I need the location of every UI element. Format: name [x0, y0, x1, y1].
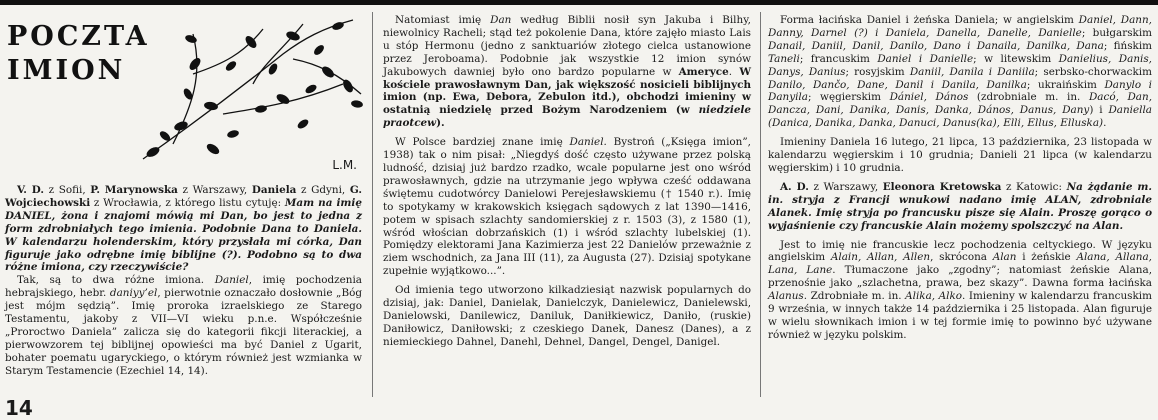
text-run: . [728, 65, 740, 78]
text-run: Daniela [251, 184, 297, 196]
paragraph [768, 136, 1152, 175]
text-run: Dacó, Dan, Dancza, Dani, Danika, Danis, Danka, Dános, Danus, Dany [768, 91, 1152, 117]
text-run: . [1103, 117, 1107, 130]
text-run: Danylo i Danyila [768, 78, 1153, 104]
text-run: Dan [490, 14, 512, 26]
text-run: W Polsce bardziej znane imię [395, 136, 570, 149]
column-divider-2 [760, 12, 761, 397]
masthead [5, 14, 365, 182]
text-run: . Bystroń („Księga imion”, 1938) tak o nim pisał: „Niegdyś dość często używane przez polską ludność, dzisiaj już bardzo rzadko, wcale popularne jest ono wśród prawosławnych, gdzie na utrzymanie jego wpływa cześć oddawana świętemu cudotwórcy Danielowi Perejesławskiemu († 1540 r.). Imię to spotykamy w krakowskich księgach sądowych z lat 1390—1416, potem w spisach szlachty sandomierskiej z r. 1503 (3), z 1580 (1), wśród włościan dobrzańskich (1) i wśród szlachty lubelskiej (1). Pomiędzy elektorami Jana Kazimierza jest 22 Danielów przeważnie z ziem wschodnich, za Jana III (11), za Augusta (27). Dzisiaj spotykane zupełnie wyjątkowo...”. [383, 136, 751, 278]
text-run: ; bułgarskim [1081, 26, 1152, 39]
text-run: ; węgierskim [807, 91, 890, 104]
column-title [7, 20, 150, 88]
text-run: ; francuskim [799, 52, 878, 65]
text-run: Danielius, Danis, Danys, Danius [768, 52, 1152, 78]
text-run: z Gdyni, [296, 184, 350, 196]
text-run: daniyy’el [109, 287, 158, 300]
text-run: , imię pochodzenia hebrajskiego, hebr. [5, 274, 363, 300]
text-run: Od imienia tego utworzono kilkadziesiąt nazwisk popularnych do dzisiaj, jak: Daniel, Danielak, Danielczyk, Danielewicz, Danielewski, Danielowski, Danilewicz, Daniluk, Daniłkiewicz, Daniło, (ruskie) Daniłowicz, Daniłowski; z czeskiego Danek, Danesz (Danes), a z niemieckiego Dahnel, Danehl, Dehnel, Dangel, Dengel, Danigel. [383, 284, 751, 348]
text-run: Daniella (Danica, Danika, Danka, Danuci, Danus(ka), Elli, Ellus, Elluska) [768, 104, 1152, 130]
text-run: ) i [1089, 104, 1109, 117]
text-run: . Imieniny w kalendarzu francuskim 9 września, w innych także 14 października i 25 listopada. Alan figuruje w wielu słownikach imion i w tej formie imię to powinno być używane również w języku polskim. [768, 290, 1152, 341]
text-run: , pierwotnie oznaczało dosłownie „Bóg jest mójm sędzią”. Imię proroka izraelskiego ze Starego Testamentu, jakoby z VII—VI wieku p.n.e. Współcześnie „Proroctwo Daniela” zalicza się do kategorii fikcji literackiej, a pierwowzorem tej biblijnej opowieści ma być Daniel z Ugarit, bohater poematu ugaryckiego, o którym również jest wzmianka w Starym Testamencie (Ezechiel 14, 14). [5, 287, 362, 377]
text-run: G. Wojciechowski [5, 184, 362, 209]
text-run: Alanus [768, 290, 804, 303]
text-run: ; w litewskim [973, 52, 1059, 65]
paragraph [768, 14, 1152, 130]
text-run: Eleonora Kretowska [882, 180, 1002, 193]
paragraph [383, 284, 751, 349]
text-run: (zdrobniale m. in. [968, 91, 1089, 104]
text-run: V. D. [17, 184, 45, 196]
page-number: 14 [5, 396, 33, 420]
text-run: Daniel [214, 274, 249, 287]
text-run: Alain, Allan, Allen [830, 251, 931, 264]
text-run: Imieniny Daniela 16 lutego, 21 lipca, 13 października, 23 listopada w kalendarzu węgierskim i 10 grudnia; Danieli 21 lipca (w kalendarzu węgierskim) i 10 grudnia. [768, 136, 1152, 174]
text-run: Daniel, Dann, Danny, Darnel (?) i Daniela, Danella, Danelle, Danielle [768, 14, 1152, 39]
paragraph [768, 181, 1152, 233]
column-2 [383, 14, 751, 349]
plant-illustration [133, 14, 365, 164]
text-run: z Warszawy, [808, 180, 883, 193]
text-run: z Warszawy, [177, 184, 252, 196]
text-run: W kościele prawosławnym Dan, jak większość nosicieli biblijnych imion (np. Ewa, Debora, Zebulon itd.), obchodzi imieniny w ostatnią niedzielę przed Bożym Narodzeniem (w [383, 65, 752, 117]
text-run: Daniil, Danila i Daniila [909, 65, 1035, 78]
text-run: ). [436, 117, 445, 130]
text-run: , skrócona [930, 251, 993, 264]
text-run: z Sofii, [44, 184, 91, 196]
paragraph [5, 274, 362, 377]
paragraph [5, 184, 362, 274]
text-run: A. D. [780, 180, 809, 193]
text-run: Alika, Alko [905, 290, 962, 303]
text-run: Natomiast imię [395, 14, 491, 26]
text-run: ; serbsko-chorwackim [1034, 65, 1152, 78]
text-run: ; rosyjskim [845, 65, 910, 78]
text-run: z Wrocławia, z którego listu cytuję: [90, 196, 285, 209]
text-run: Ameryce [678, 65, 729, 78]
paragraph [383, 14, 751, 130]
paragraph [768, 239, 1152, 342]
column-divider-1 [372, 12, 373, 397]
text-run: P. Marynowska [90, 184, 178, 196]
text-run: Daniel [569, 136, 604, 149]
text-run: Danilo, Dančo, Dane, Danil i Danila, Danilka [768, 78, 1027, 91]
text-run: ; fińskim [1103, 39, 1152, 52]
paragraph [383, 136, 751, 278]
text-run: Na żądanie m. in. stryja z Francji wnukowi nadano imię ALAN, zdrobniale Alanek. Imię stryja po francusku pisze się Alain. Proszę gorąco o wyjaśnienie czy francuskie Alain możemy spolszczyć na Alan. [768, 180, 1152, 232]
text-run: z Katowic: [1001, 180, 1067, 193]
text-run: Jest to imię nie francuskie lecz pochodzenia celtyckiego. W języku angielskim [768, 238, 1152, 264]
text-run: . Zdrobniałe m. in. [803, 290, 906, 303]
column-1 [5, 184, 362, 378]
text-run: Tak, są to dwa różne imiona. [17, 274, 215, 287]
text-run: i żeńskie [1016, 251, 1077, 264]
text-run: Forma łacińska Daniel i żeńska Daniela; w angielskim [780, 14, 1079, 26]
text-run: Dániel, Dános [889, 91, 969, 104]
text-run: ; ukraińskim [1026, 78, 1105, 91]
column-3 [768, 14, 1152, 342]
title-line-2: IMION [7, 55, 126, 86]
text-run: Alana, Allana, Lana, Lane [768, 251, 1152, 277]
text-run: Daniel i Danielle [877, 52, 974, 65]
author-signature: L.M. [332, 158, 357, 172]
text-run: według Biblii nosił syn Jakuba i Bilhy, niewolnicy Racheli; stąd też pokolenie Dana, które zajęło miasto Lais u stóp Hermonu (jedno z sanktuariów złotego cielca ustanowione przez Jeroboama). Podobnie jak wszystkie 12 imion synów Jakubowych dawniej było ono bardzo popularne w [383, 14, 751, 78]
text-run: . Tłumaczone jako „zgodny”; natomiast żeńskie Alana, przenośnie jako „szlachetna, prawa, bez skazy”. Dawna forma łacińska [768, 264, 1152, 290]
text-run: Alan [992, 251, 1017, 264]
title-line-1: POCZTA [7, 21, 150, 52]
top-rule [0, 0, 1158, 5]
text-run: Mam na imię DANIEL, żona i znajomi mówią mi Dan, bo jest to jedna z form zdrobniałych tego imienia. Podobnie Dana to Daniela. W kalendarzu holenderskim, który przysłała mi córka, Dan figuruje jako odrębne imię biblijne (?). Podobno są to dwa różne imiona, czy rzeczywiście? [5, 196, 362, 274]
text-run: niedziele praotcew [383, 104, 751, 130]
text-run: Taneli [768, 52, 800, 65]
text-run: Danail, Daniil, Danil, Danilo, Dano i Danaila, Danilka, Dana [768, 39, 1104, 52]
